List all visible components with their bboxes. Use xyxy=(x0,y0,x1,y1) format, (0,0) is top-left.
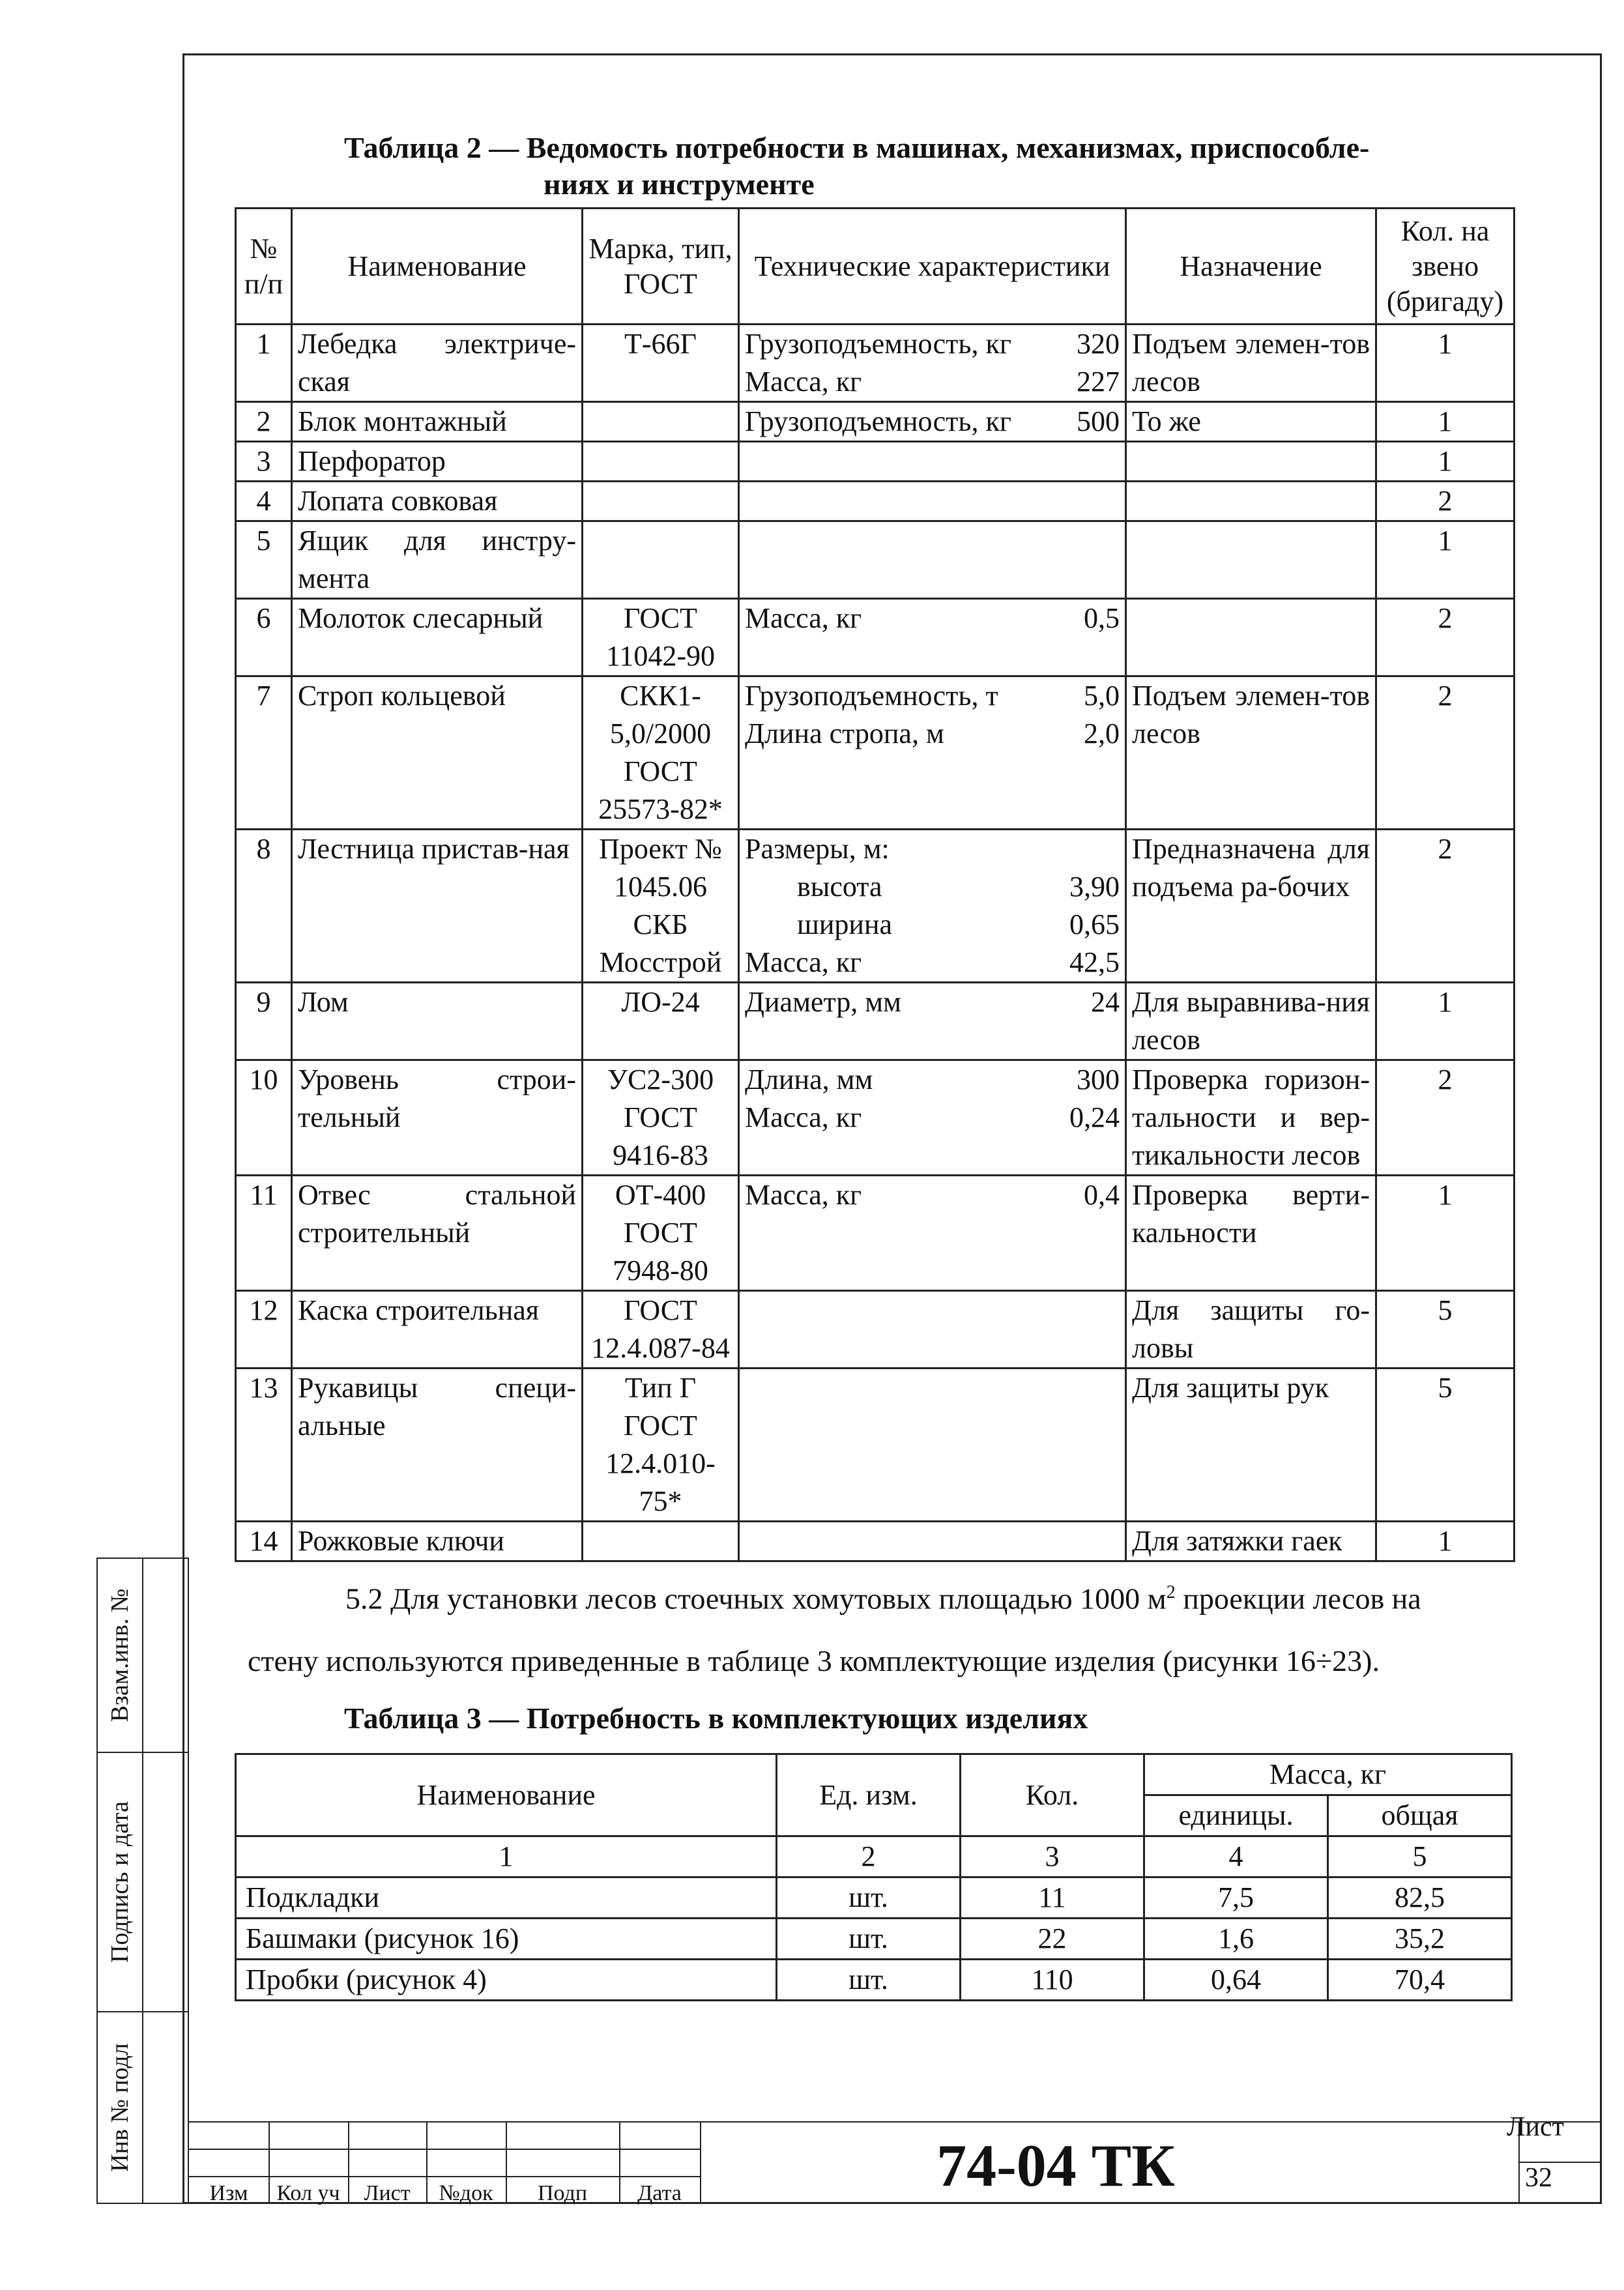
paragraph-line2: стену используются приведенные в таблице 3 комплектующие изделия (рисунки 16÷23). xyxy=(248,1644,1380,1677)
table-row xyxy=(236,1060,1515,1176)
row-name: Лом xyxy=(292,983,583,1060)
spec-label: Масса, кг xyxy=(745,1179,862,1211)
t3-h-qty: Кол. xyxy=(961,1754,1144,1836)
table-row: Башмаки (рисунок 16) шт. 22 1,6 35,2 xyxy=(236,1919,1512,1960)
row-brand xyxy=(583,442,739,482)
spec-line xyxy=(745,363,1120,401)
spec-value: 227 xyxy=(1077,366,1120,398)
spec-value: 0,5 xyxy=(1084,602,1120,634)
row-name: Лопата совковая xyxy=(292,482,583,521)
sheet-number: 32 xyxy=(1525,2163,1552,2193)
table-row xyxy=(236,676,1515,830)
stamp-grid xyxy=(189,2121,700,2204)
row-brand: ОТ-400 ГОСТ 7948-80 xyxy=(583,1176,739,1291)
sheet-label: Лист xyxy=(1507,2112,1564,2142)
th-num: № п/п xyxy=(236,209,292,325)
row-spec xyxy=(739,482,1126,521)
row-brand: Т-66Г xyxy=(583,325,739,402)
table-row xyxy=(236,402,1515,442)
row-qty: 1 xyxy=(1376,983,1515,1060)
row-name: Ящик для инстру-мента xyxy=(292,521,583,599)
row-purpose xyxy=(1126,599,1376,676)
row-num: 5 xyxy=(236,521,292,599)
row-spec xyxy=(739,521,1126,599)
row-num: 2 xyxy=(236,402,292,442)
t3-colnum: 5 xyxy=(1328,1836,1512,1877)
table-row xyxy=(236,482,1515,521)
spec-label: Грузоподъемность, т xyxy=(745,680,998,712)
stamp-label: Изм xyxy=(209,2181,248,2205)
spec-line xyxy=(745,715,1120,753)
row-spec xyxy=(739,402,1126,442)
table3-header-row xyxy=(236,1754,1512,1795)
row-brand: УС2-300 ГОСТ 9416-83 xyxy=(583,1060,739,1176)
side-cell-inv xyxy=(96,2011,189,2204)
row-purpose: Подъем элемен-тов лесов xyxy=(1126,676,1376,830)
spec-label: Размеры, м: xyxy=(745,833,890,865)
row-spec xyxy=(739,676,1126,830)
table-row xyxy=(236,599,1515,676)
spec-line xyxy=(745,677,1120,715)
th-qty: Кол. на звено (бригаду) xyxy=(1376,209,1515,325)
row-name: Рожковые ключи xyxy=(292,1522,583,1561)
row-qty: 1 xyxy=(1376,521,1515,599)
row-spec xyxy=(739,1522,1126,1561)
spec-line xyxy=(745,1099,1120,1137)
row-qty: 1 xyxy=(1376,442,1515,482)
row-qty: 1 xyxy=(1376,402,1515,442)
row-spec xyxy=(739,1291,1126,1369)
table3-colnum-row xyxy=(236,1836,1512,1877)
side-podpis-label: Подпись и дата xyxy=(106,1801,134,1964)
spec-label: Масса, кг xyxy=(745,1101,862,1133)
table-row xyxy=(236,442,1515,482)
row-brand xyxy=(583,402,739,442)
spec-line xyxy=(745,600,1120,637)
table-row: Подкладки шт. 11 7,5 82,5 xyxy=(236,1877,1512,1919)
row-brand xyxy=(583,1522,739,1561)
spec-value: 3,90 xyxy=(1069,871,1120,903)
spec-label: Длина стропа, м xyxy=(745,717,944,749)
table3-title: Таблица 3 — Потребность в комплектующих изделиях xyxy=(344,1702,1088,1735)
stamp-label: Подп xyxy=(537,2181,588,2205)
row-purpose xyxy=(1126,521,1376,599)
row-name: Строп кольцевой xyxy=(292,676,583,830)
table-row xyxy=(236,1176,1515,1291)
row-purpose: Для затяжки гаек xyxy=(1126,1522,1376,1561)
t3-colnum: 2 xyxy=(777,1836,961,1877)
spec-line xyxy=(745,944,1120,981)
spec-value: 0,24 xyxy=(1069,1101,1120,1133)
row-spec xyxy=(739,1176,1126,1291)
table-row xyxy=(236,830,1515,983)
row-num: 9 xyxy=(236,983,292,1060)
spec-line xyxy=(745,403,1120,441)
row-num: 1 xyxy=(236,325,292,402)
spec-line xyxy=(745,325,1120,363)
row-brand: Тип Г ГОСТ 12.4.010-75* xyxy=(583,1369,739,1522)
row-qty: 5 xyxy=(1376,1369,1515,1522)
row-num: 6 xyxy=(236,599,292,676)
row-num: 11 xyxy=(236,1176,292,1291)
spec-label: высота xyxy=(797,871,882,903)
table-row xyxy=(236,1522,1515,1561)
side-vzam-label: Взам.инв. № xyxy=(106,1588,134,1722)
t3-h-total: общая xyxy=(1328,1795,1512,1836)
side-inv-label: Инв № подл xyxy=(106,2043,134,2172)
spec-line xyxy=(745,983,1120,1021)
row-num: 7 xyxy=(236,676,292,830)
stamp-label: Лист xyxy=(364,2181,411,2205)
table2-title-line2: ниях и инструменте xyxy=(544,167,815,201)
row-purpose: Для выравнива-ния лесов xyxy=(1126,983,1376,1060)
table-row xyxy=(236,983,1515,1060)
side-cell-podpis xyxy=(96,1752,189,2012)
t3-colnum: 4 xyxy=(1144,1836,1328,1877)
th-tech: Технические характеристики xyxy=(739,209,1126,325)
th-brand: Марка, тип, ГОСТ xyxy=(583,209,739,325)
t3-h-name: Наименование xyxy=(236,1754,777,1836)
row-num: 13 xyxy=(236,1369,292,1522)
row-num: 12 xyxy=(236,1291,292,1369)
row-purpose: Проверка верти-кальности xyxy=(1126,1176,1376,1291)
row-qty: 2 xyxy=(1376,482,1515,521)
spec-line xyxy=(745,906,1120,944)
t3-h-unit: Ед. изм. xyxy=(777,1754,961,1836)
spec-label: Масса, кг xyxy=(745,366,862,398)
row-purpose: То же xyxy=(1126,402,1376,442)
row-purpose: Подъем элемен-тов лесов xyxy=(1126,325,1376,402)
row-qty: 1 xyxy=(1376,325,1515,402)
row-spec xyxy=(739,442,1126,482)
row-purpose: Предназначена для подъема ра-бочих xyxy=(1126,830,1376,983)
spec-line xyxy=(745,1061,1120,1099)
row-name: Лестница пристав-ная xyxy=(292,830,583,983)
spec-label: Масса, кг xyxy=(745,602,862,634)
stamp-label: Дата xyxy=(637,2181,682,2205)
row-name: Отвес стальной строительный xyxy=(292,1176,583,1291)
row-qty: 1 xyxy=(1376,1522,1515,1561)
row-spec xyxy=(739,983,1126,1060)
stamp-label: Кол уч xyxy=(276,2181,340,2205)
table2 xyxy=(235,207,1515,1562)
row-num: 14 xyxy=(236,1522,292,1561)
row-brand: ГОСТ 12.4.087-84 xyxy=(583,1291,739,1369)
row-spec xyxy=(739,599,1126,676)
spec-value: 300 xyxy=(1077,1064,1120,1095)
spec-line xyxy=(745,1176,1120,1214)
row-spec xyxy=(739,1060,1126,1176)
row-name: Рукавицы специ-альные xyxy=(292,1369,583,1522)
row-qty: 2 xyxy=(1376,676,1515,830)
row-purpose: Для защиты го-ловы xyxy=(1126,1291,1376,1369)
row-qty: 2 xyxy=(1376,830,1515,983)
row-brand xyxy=(583,521,739,599)
table2-header-row xyxy=(236,209,1515,325)
side-column xyxy=(96,1558,189,2204)
stamp-label: №док xyxy=(439,2181,493,2205)
row-purpose: Для защиты рук xyxy=(1126,1369,1376,1522)
t3-colnum: 1 xyxy=(236,1836,777,1877)
row-purpose xyxy=(1126,442,1376,482)
row-name: Молоток слесарный xyxy=(292,599,583,676)
row-brand: ГОСТ 11042-90 xyxy=(583,599,739,676)
row-num: 3 xyxy=(236,442,292,482)
spec-label: Длина, мм xyxy=(745,1064,873,1095)
row-qty: 1 xyxy=(1376,1176,1515,1291)
spec-label: ширина xyxy=(797,908,893,940)
row-spec xyxy=(739,830,1126,983)
spec-value: 2,0 xyxy=(1084,717,1120,749)
spec-label: Масса, кг xyxy=(745,946,862,978)
row-name: Каска строительная xyxy=(292,1291,583,1369)
spec-value: 42,5 xyxy=(1069,946,1120,978)
t3-colnum: 3 xyxy=(961,1836,1144,1877)
row-name: Перфоратор xyxy=(292,442,583,482)
row-spec xyxy=(739,1369,1126,1522)
spec-label: Грузоподъемность, кг xyxy=(745,328,1011,360)
spec-label: Диаметр, мм xyxy=(745,986,901,1018)
table-row xyxy=(236,325,1515,402)
table2-title-line1: Таблица 2 — Ведомость потребности в машинах, механизмах, приспособле- xyxy=(344,131,1370,164)
document-code: 74-04 ТК xyxy=(936,2132,1175,2199)
row-purpose xyxy=(1126,482,1376,521)
row-name: Лебедка электриче-ская xyxy=(292,325,583,402)
row-qty: 5 xyxy=(1376,1291,1515,1369)
row-name: Уровень строи-тельный xyxy=(292,1060,583,1176)
table-row: Пробки (рисунок 4) шт. 110 0,64 70,4 xyxy=(236,1960,1512,2001)
row-brand: СКК1-5,0/2000 ГОСТ 25573-82* xyxy=(583,676,739,830)
paragraph-line1: 5.2 Для установки лесов стоечных хомутовых площадью 1000 $м^2$ проекции лесов на xyxy=(345,1582,1421,1616)
table-row xyxy=(236,521,1515,599)
row-purpose: Проверка горизон-тальности и вер-тикальности лесов xyxy=(1126,1060,1376,1176)
row-brand: Проект № 1045.06 СКБ Мосстрой xyxy=(583,830,739,983)
row-brand xyxy=(583,482,739,521)
spec-value: 0,65 xyxy=(1069,908,1120,940)
table-row xyxy=(236,1291,1515,1369)
row-num: 4 xyxy=(236,482,292,521)
spec-label: Грузоподъемность, кг xyxy=(745,405,1011,437)
spec-value: 320 xyxy=(1077,328,1120,360)
row-qty: 2 xyxy=(1376,1060,1515,1176)
spec-value: 24 xyxy=(1091,986,1120,1018)
table-row xyxy=(236,1369,1515,1522)
side-cell-vzam xyxy=(96,1558,189,1753)
spec-line xyxy=(745,830,1120,868)
t3-h-mass: Масса, кг xyxy=(1144,1754,1512,1795)
row-brand: ЛО-24 xyxy=(583,983,739,1060)
row-qty: 2 xyxy=(1376,599,1515,676)
table3 xyxy=(235,1753,1513,2001)
row-num: 8 xyxy=(236,830,292,983)
row-name: Блок монтажный xyxy=(292,402,583,442)
row-spec xyxy=(739,325,1126,402)
spec-value: 0,4 xyxy=(1084,1179,1120,1211)
spec-value: 5,0 xyxy=(1084,680,1120,712)
t3-h-unit-mass: единицы. xyxy=(1144,1795,1328,1836)
th-purpose: Назначение xyxy=(1126,209,1376,325)
spec-value: 500 xyxy=(1077,405,1120,437)
spec-line xyxy=(745,868,1120,906)
th-name: Наименование xyxy=(292,209,583,325)
row-num: 10 xyxy=(236,1060,292,1176)
